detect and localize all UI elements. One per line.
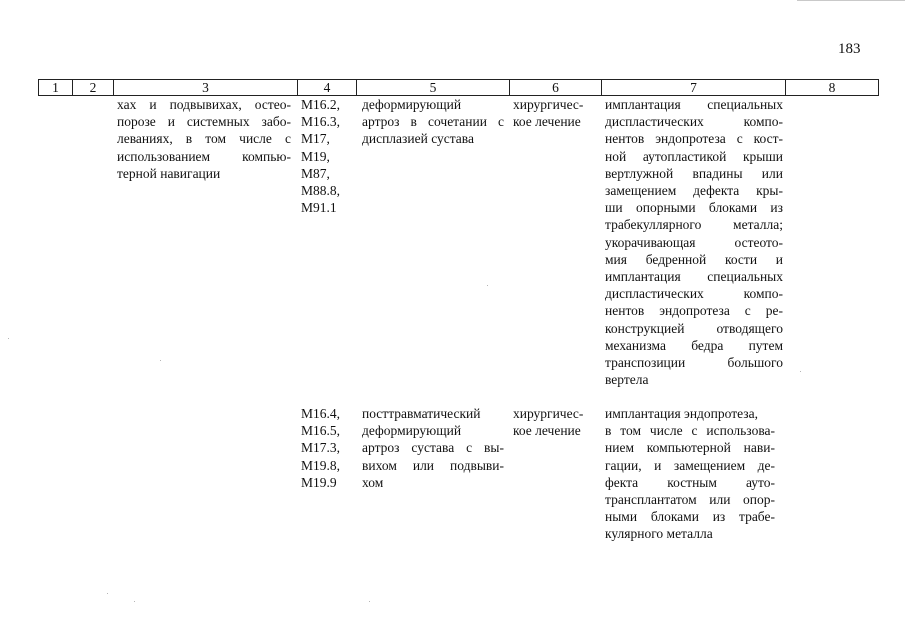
row1-col6-text: хирургичес- кое лечение	[513, 97, 584, 130]
header-cell-7: 7	[601, 79, 785, 96]
header-cell-1: 1	[38, 79, 72, 96]
row1-col5-text: деформирующий артроз в сочетании с дисплазией сустава	[362, 97, 504, 147]
top-edge-rule	[797, 0, 905, 1]
header-cell-3: 3	[113, 79, 297, 96]
scan-speck	[487, 285, 488, 286]
row2-col6-text: хирургичес- кое лечение	[513, 406, 584, 439]
row2-col4-codes: M16.4, M16.5, M17.3, M19.8, M19.9	[301, 406, 341, 490]
row2-col7-text: имплантация эндопротеза, в том числе с использова- нием компьютерной нави- гации, и замещением де- фекта костным ауто- трансплантатом или опор- ными блоками из трабе- кулярного металла	[605, 406, 775, 542]
header-cell-2: 2	[72, 79, 113, 96]
scan-speck	[369, 601, 370, 602]
header-cell-8: 8	[785, 79, 879, 96]
scan-speck	[8, 338, 9, 339]
row1-col7-text: имплантация специальных диспластических компо- нентов эндопротеза с кост- ной аутопластикой крыши вертлужной впадины или замещением дефекта кры- ши опорными блоками из трабекуллярного металла; укорачивающая остеото- мия бедренной кости и имплантация специальных диспластических компо- нентов эндопротеза с ре- конструкцией отводящего механизма бедра путем транспозиции большого вертела	[605, 97, 783, 388]
scan-speck	[107, 593, 108, 594]
header-cell-6: 6	[509, 79, 601, 96]
scan-speck	[800, 371, 801, 372]
row1-col4-codes: M16.2, M16.3, M17, M19, M87, M88.8, M91.1	[301, 97, 341, 216]
scan-speck	[160, 360, 161, 361]
row2-col5-text: посттравматический деформирующий артроз сустава с вы- вихом или подвыви- хом	[362, 406, 504, 490]
row1-col3-text: хах и подвывихах, остео- порозе и системных забо- леваниях, в том числе с использованием компью- терной навигации	[117, 97, 291, 181]
header-cell-5: 5	[356, 79, 509, 96]
scan-speck	[134, 601, 135, 602]
page-number: 183	[838, 41, 861, 57]
header-cell-4: 4	[297, 79, 356, 96]
